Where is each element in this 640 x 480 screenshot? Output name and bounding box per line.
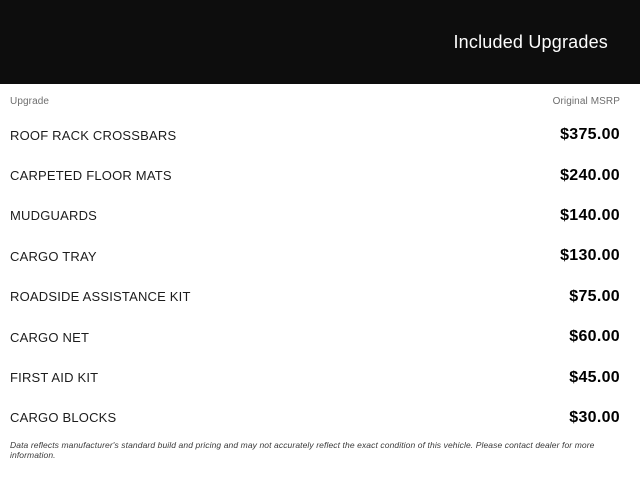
upgrade-name: MUDGUARDS	[10, 208, 98, 224]
upgrade-price: $130.00	[560, 247, 620, 265]
upgrades-table-body	[0, 115, 640, 438]
disclaimer-text: Data reflects manufacturer's standard build and pricing and may not accurately reflect the exact condition of this vehicle. Please contact dealer for more information.	[10, 440, 595, 461]
table-row	[0, 196, 640, 236]
upgrade-price: $60.00	[569, 328, 620, 346]
table-row	[0, 155, 640, 195]
table-row	[0, 398, 640, 438]
upgrade-name: FIRST AID KIT	[10, 370, 99, 386]
upgrade-name: CARPETED FLOOR MATS	[10, 168, 172, 184]
upgrade-name: CARGO NET	[10, 329, 90, 345]
table-row	[0, 357, 640, 397]
upgrade-price: $75.00	[569, 287, 620, 305]
table-row	[0, 115, 640, 155]
footer	[0, 438, 640, 460]
upgrade-name: CARGO TRAY	[10, 248, 97, 264]
column-header-upgrade: Upgrade	[10, 96, 50, 107]
upgrade-price: $140.00	[560, 206, 620, 224]
table-row	[0, 277, 640, 317]
upgrade-price: $45.00	[569, 368, 620, 386]
upgrade-name: ROOF RACK CROSSBARS	[10, 127, 177, 143]
upgrade-price: $240.00	[560, 166, 620, 184]
upgrade-name: CARGO BLOCKS	[10, 410, 117, 426]
column-header-original-msrp: Original MSRP	[552, 96, 620, 107]
header-bar	[0, 0, 640, 84]
upgrade-name: ROADSIDE ASSISTANCE KIT	[10, 289, 191, 305]
upgrade-price: $30.00	[569, 408, 620, 426]
table-header-row	[0, 84, 640, 115]
table-row	[0, 236, 640, 276]
upgrade-price: $375.00	[560, 126, 620, 144]
page-title: Included Upgrades	[453, 31, 608, 52]
table-row	[0, 317, 640, 357]
